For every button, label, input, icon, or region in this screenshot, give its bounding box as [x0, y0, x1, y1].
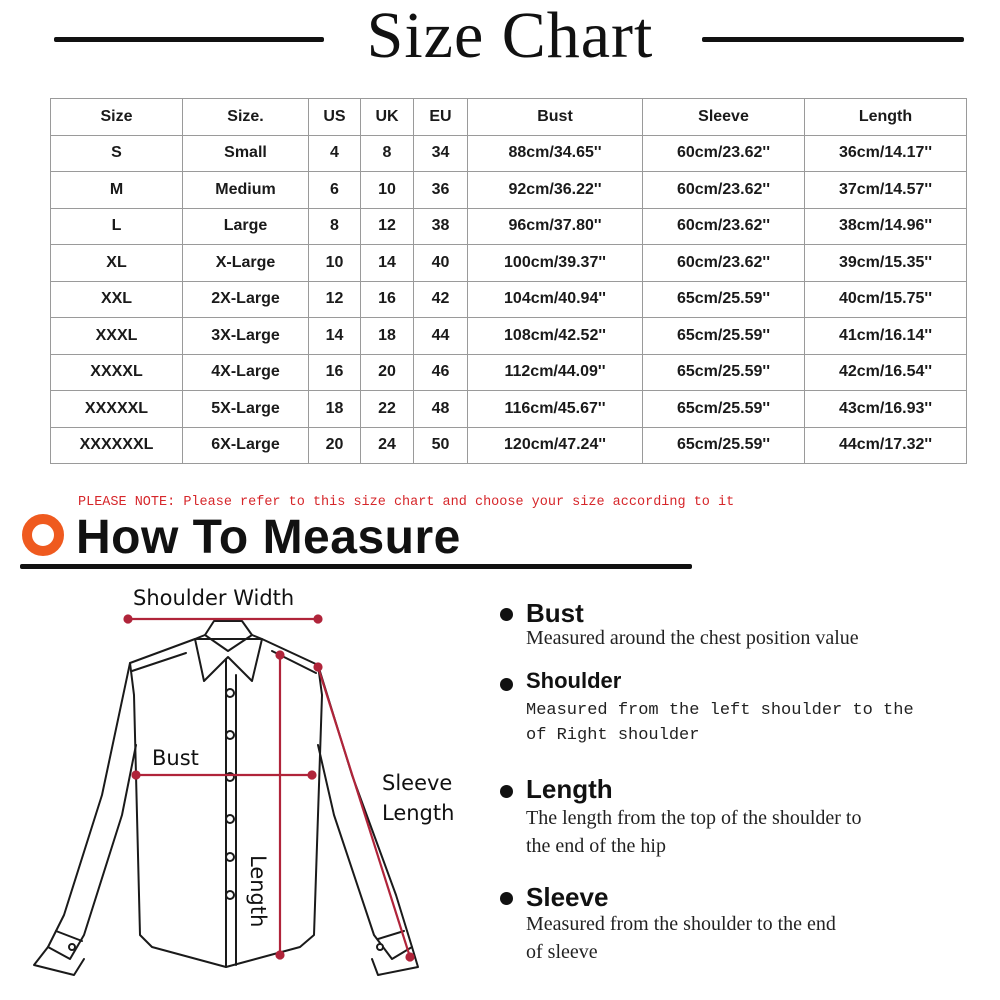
button-dot [226, 689, 234, 697]
button-dot [226, 815, 234, 823]
table-cell: 108cm/42.52'' [468, 318, 643, 355]
table-cell: 6 [309, 172, 361, 209]
table-row [51, 172, 967, 209]
table-cell: 20 [361, 354, 414, 391]
table-cell: 60cm/23.62'' [643, 208, 805, 245]
bullet-icon [500, 785, 513, 798]
table-cell: 6X-Large [183, 427, 309, 464]
table-row [51, 391, 967, 428]
title-rule-left [54, 37, 324, 42]
table-row [51, 427, 967, 464]
table-cell: 88cm/34.65'' [468, 135, 643, 172]
table-cell: Medium [183, 172, 309, 209]
table-cell: XXL [51, 281, 183, 318]
bust-description [496, 598, 976, 658]
length-label: Length [246, 855, 270, 928]
table-cell: Large [183, 208, 309, 245]
table-cell: XL [51, 245, 183, 282]
table-cell: 20 [309, 427, 361, 464]
orange-ring-icon [22, 514, 64, 556]
table-cell: 18 [361, 318, 414, 355]
table-cell: 2X-Large [183, 281, 309, 318]
button-dot [69, 944, 75, 950]
table-cell: 16 [361, 281, 414, 318]
table-cell: 65cm/25.59'' [643, 427, 805, 464]
bust-text: Measured around the chest position value [526, 627, 859, 649]
table-cell: 37cm/14.57'' [805, 172, 967, 209]
table-cell: 40 [414, 245, 468, 282]
column-header: EU [414, 99, 468, 136]
table-cell: XXXXL [51, 354, 183, 391]
table-cell: 4X-Large [183, 354, 309, 391]
table-cell: 38cm/14.96'' [805, 208, 967, 245]
shoulder-description [496, 668, 976, 748]
table-cell: M [51, 172, 183, 209]
table-cell: 42 [414, 281, 468, 318]
table-cell: 65cm/25.59'' [643, 391, 805, 428]
shirt-measure-diagram [0, 575, 480, 1000]
column-header: Size [51, 99, 183, 136]
table-cell: 22 [361, 391, 414, 428]
size-table [50, 98, 967, 464]
bust-label: Bust [152, 746, 199, 770]
table-cell: 48 [414, 391, 468, 428]
sleeve-description [496, 882, 976, 972]
button-dot [226, 891, 234, 899]
column-header: Size. [183, 99, 309, 136]
sleeve-text: Measured from the shoulder to the end of sleeve [526, 913, 836, 963]
sleeve-heading: Sleeve [526, 882, 609, 912]
sleeve-length-label [382, 768, 454, 828]
shoulder-width-label: Shoulder Width [133, 586, 295, 610]
shoulder-text: Measured from the left shoulder to the of Right shoulder [526, 701, 914, 745]
table-cell: 39cm/15.35'' [805, 245, 967, 282]
table-row [51, 281, 967, 318]
table-cell: 43cm/16.93'' [805, 391, 967, 428]
how-to-measure-title: How To Measure [76, 511, 461, 564]
table-cell: XXXL [51, 318, 183, 355]
table-row [51, 318, 967, 355]
table-cell: L [51, 208, 183, 245]
table-header-row [51, 99, 967, 136]
table-cell: 65cm/25.59'' [643, 318, 805, 355]
table-cell: 34 [414, 135, 468, 172]
table-cell: 60cm/23.62'' [643, 135, 805, 172]
table-cell: 36 [414, 172, 468, 209]
table-cell: 40cm/15.75'' [805, 281, 967, 318]
size-chart-header [0, 0, 1000, 84]
button-dot [377, 944, 383, 950]
table-cell: 10 [309, 245, 361, 282]
table-cell: 12 [309, 281, 361, 318]
column-header: US [309, 99, 361, 136]
table-cell: XXXXXL [51, 391, 183, 428]
table-cell: 112cm/44.09'' [468, 354, 643, 391]
table-cell: 65cm/25.59'' [643, 281, 805, 318]
table-cell: 42cm/16.54'' [805, 354, 967, 391]
table-cell: 116cm/45.67'' [468, 391, 643, 428]
table-cell: S [51, 135, 183, 172]
table-cell: 38 [414, 208, 468, 245]
table-cell: 3X-Large [183, 318, 309, 355]
how-to-measure-rule [20, 564, 692, 569]
sleeve-label-line1: Sleeve [382, 771, 453, 795]
please-note-text: PLEASE NOTE: Please refer to this size chart and choose your size according to it [78, 495, 735, 510]
length-description [496, 774, 976, 864]
table-cell: 8 [309, 208, 361, 245]
table-cell: 24 [361, 427, 414, 464]
table-cell: 120cm/47.24'' [468, 427, 643, 464]
length-heading: Length [526, 774, 613, 804]
table-cell: 4 [309, 135, 361, 172]
table-cell: 36cm/14.17'' [805, 135, 967, 172]
column-header: Sleeve [643, 99, 805, 136]
table-cell: 96cm/37.80'' [468, 208, 643, 245]
table-cell: 41cm/16.14'' [805, 318, 967, 355]
column-header: Bust [468, 99, 643, 136]
length-text: The length from the top of the shoulder to the end of the hip [526, 807, 862, 857]
table-cell: 46 [414, 354, 468, 391]
button-dot [226, 731, 234, 739]
table-cell: 100cm/39.37'' [468, 245, 643, 282]
table-cell: 14 [309, 318, 361, 355]
table-cell: 16 [309, 354, 361, 391]
table-cell: 44 [414, 318, 468, 355]
button-dot [226, 853, 234, 861]
table-cell: 44cm/17.32'' [805, 427, 967, 464]
table-cell: 12 [361, 208, 414, 245]
table-cell: 18 [309, 391, 361, 428]
table-cell: 10 [361, 172, 414, 209]
table-cell: 65cm/25.59'' [643, 354, 805, 391]
table-cell: 104cm/40.94'' [468, 281, 643, 318]
table-row [51, 245, 967, 282]
table-row [51, 208, 967, 245]
table-cell: 92cm/36.22'' [468, 172, 643, 209]
sleeve-label-line2: Length [382, 801, 455, 825]
column-header: UK [361, 99, 414, 136]
table-cell: 14 [361, 245, 414, 282]
table-cell: 5X-Large [183, 391, 309, 428]
table-cell: 8 [361, 135, 414, 172]
table-cell: 50 [414, 427, 468, 464]
bullet-icon [500, 678, 513, 691]
bullet-icon [500, 892, 513, 905]
page-title: Size Chart [366, 0, 654, 72]
table-cell: Small [183, 135, 309, 172]
bust-heading: Bust [526, 598, 584, 628]
table-row [51, 354, 967, 391]
table-cell: X-Large [183, 245, 309, 282]
column-header: Length [805, 99, 967, 136]
table-cell: 60cm/23.62'' [643, 245, 805, 282]
shoulder-heading: Shoulder [526, 668, 622, 693]
table-cell: 60cm/23.62'' [643, 172, 805, 209]
title-rule-right [702, 37, 964, 42]
table-row [51, 135, 967, 172]
bullet-icon [500, 608, 513, 621]
table-cell: XXXXXXL [51, 427, 183, 464]
